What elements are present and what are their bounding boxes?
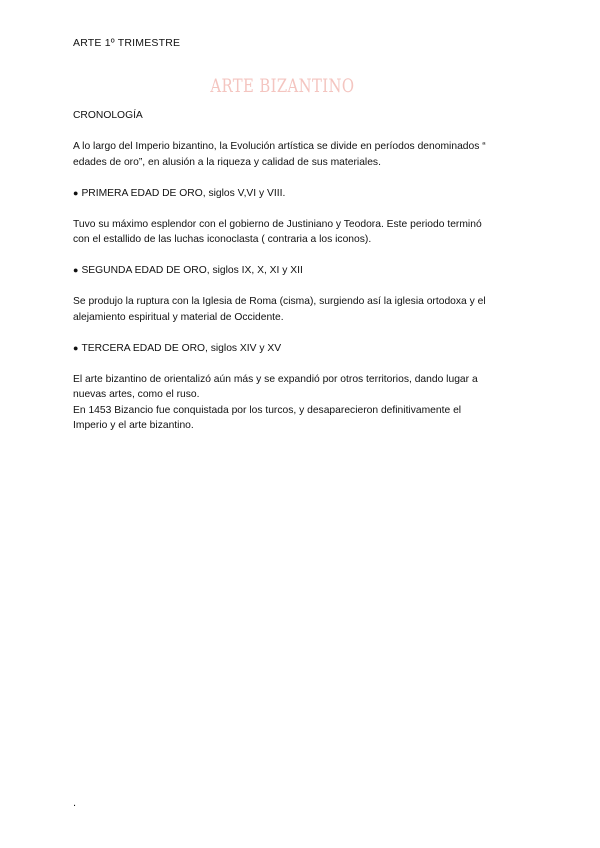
period-paragraph-2 — [73, 294, 528, 325]
document-title: ARTE BIZANTINO — [210, 75, 355, 97]
paragraph-line: Tuvo su máximo esplendor con el gobierno de Justiniano y Teodora. Este periodo terminó — [73, 218, 482, 230]
paragraph-line: Se produjo la ruptura con la Iglesia de Roma (cisma), surgiendo así la iglesia ortodoxa y el — [73, 296, 486, 307]
paragraph-line: nuevas artes, como el ruso. — [73, 389, 200, 400]
page-header: ARTE 1º TRIMESTRE — [73, 37, 181, 49]
document-body — [73, 108, 528, 434]
closing-line-2: Imperio y el arte bizantino. — [73, 420, 194, 431]
period-paragraph-3 — [73, 372, 528, 434]
bullet-icon: ● — [73, 187, 79, 198]
bullet-icon: ● — [73, 342, 79, 353]
intro-line-2: edades de oro”, en alusión a la riqueza y calidad de sus materiales. — [73, 156, 381, 168]
section-heading: CRONOLOGÍA — [73, 110, 143, 121]
footer-mark: . — [73, 797, 77, 809]
period-paragraph-1 — [73, 217, 528, 248]
period-heading-1 — [73, 186, 528, 202]
intro-line-1: A lo largo del Imperio bizantino, la Evolución artística se divide en períodos denominados “ — [73, 141, 486, 152]
period-heading-text: SEGUNDA EDAD DE ORO, siglos IX, X, XI y XII — [81, 265, 303, 276]
intro-paragraph — [73, 139, 528, 170]
period-heading-2 — [73, 263, 528, 279]
period-heading-text: TERCERA EDAD DE ORO, siglos XIV y XV — [81, 342, 282, 354]
paragraph-line: El arte bizantino de orientalizó aún más y se expandió por otros territorios, dando lugar a — [73, 373, 478, 385]
closing-line-1: En 1453 Bizancio fue conquistada por los turcos, y desaparecieron definitivamente el — [73, 404, 462, 416]
bullet-icon: ● — [73, 265, 79, 275]
paragraph-line: con el estallido de las luchas iconoclasta ( contraria a los iconos). — [73, 234, 372, 245]
paragraph-line: alejamiento espiritual y material de Occidente. — [73, 311, 284, 323]
period-heading-3 — [73, 341, 528, 357]
period-heading-text: PRIMERA EDAD DE ORO, siglos V,VI y VIII. — [81, 187, 286, 199]
